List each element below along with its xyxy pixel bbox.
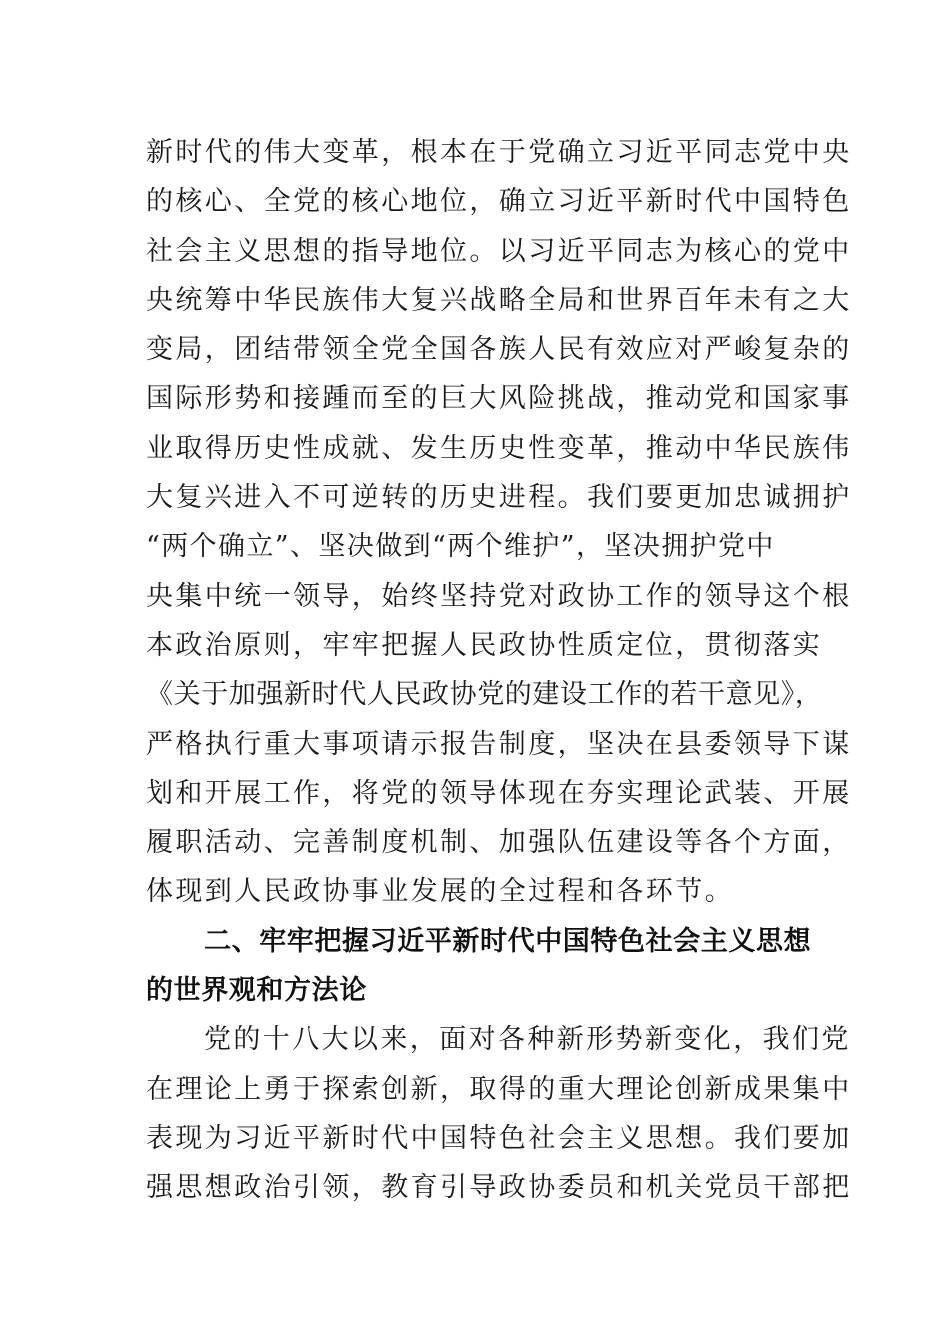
text-line: 国际形势和接踵而至的巨大风险挑战，推动党和国家事	[146, 383, 852, 415]
document-body	[146, 128, 852, 1213]
text-line: 大复兴进入不可逆转的历史进程。我们要更加忠诚拥护	[146, 482, 852, 514]
text-line: 社会主义思想的指导地位。以习近平同志为核心的党中	[146, 235, 852, 267]
text-line: 划和开展工作，将党的领导体现在夯实理论武装、开展	[146, 777, 852, 809]
heading-line: 的世界观和方法论	[146, 975, 367, 1007]
text-line: 本政治原则，牢牢把握人民政协性质定位，贯彻落实	[146, 629, 823, 661]
text-line: 强思想政治引领，教育引导政协委员和机关党员干部把	[146, 1172, 852, 1204]
text-line: 体现到人民政协事业发展的全过程和各环节。	[146, 876, 734, 908]
text-line: 履职活动、完善制度机制、加强队伍建设等各个方面，	[146, 827, 852, 859]
text-line: 央统筹中华民族伟大复兴战略全局和世界百年未有之大	[146, 284, 852, 316]
paragraph-1	[146, 128, 852, 917]
text-line: 变局，团结带领全党全国各族人民有效应对严峻复杂的	[146, 334, 852, 366]
text-line: “两个确立”、坚决做到“两个维护”，坚决拥护党中	[146, 531, 775, 563]
text-line: 党的十八大以来，面对各种新形势新变化，我们党	[204, 1024, 851, 1056]
text-line: 表现为习近平新时代中国特色社会主义思想。我们要加	[146, 1122, 852, 1154]
text-line: 新时代的伟大变革，根本在于党确立习近平同志党中央	[146, 137, 852, 168]
section-heading	[146, 917, 826, 1016]
text-line: 的核心、全党的核心地位，确立习近平新时代中国特色	[146, 186, 852, 218]
text-line: 在理论上勇于探索创新，取得的重大理论创新成果集中	[146, 1073, 852, 1105]
heading-line: 二、牢牢把握习近平新时代中国特色社会主义思想	[204, 925, 812, 957]
paragraph-2	[146, 1015, 852, 1212]
text-line: 业取得历史性成就、发生历史性变革，推动中华民族伟	[146, 432, 852, 464]
text-line: 央集中统一领导，始终坚持党对政协工作的领导这个根	[146, 580, 852, 612]
text-line: 严格执行重大事项请示报告制度，坚决在县委领导下谋	[146, 728, 852, 760]
text-line: 《关于加强新时代人民政协党的建设工作的若干意见》，	[146, 679, 823, 711]
